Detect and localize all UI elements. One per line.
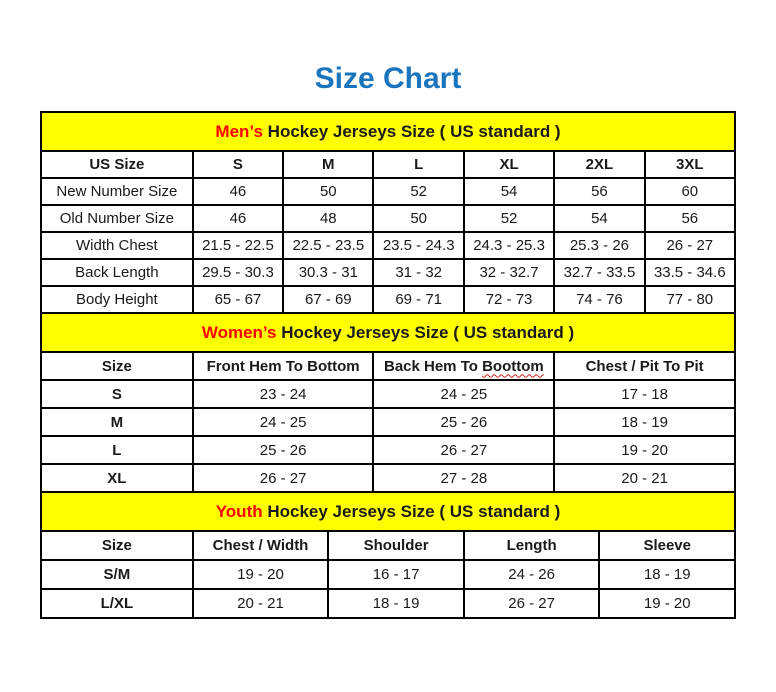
size-value: 26 - 27 [645,232,735,259]
column-header: Length [464,531,600,560]
column-header: Shoulder [328,531,464,560]
size-value: 52 [464,205,554,232]
size-value: 46 [193,178,283,205]
column-header: Chest / Width [193,531,329,560]
size-value: 20 - 21 [554,464,735,492]
size-value: 25.3 - 26 [554,232,644,259]
row-label: Old Number Size [41,205,193,232]
womens-banner-text: Hockey Jerseys Size ( US standard ) [276,322,575,342]
size-value: 56 [554,178,644,205]
size-value: 52 [373,178,463,205]
misspelled-word: Boottom [482,357,544,375]
size-value: 24.3 - 25.3 [464,232,554,259]
size-value: 19 - 20 [554,436,735,464]
row-label: S [41,380,193,408]
table-row [41,232,735,259]
size-value: 25 - 26 [193,436,374,464]
youth-banner-text: Hockey Jerseys Size ( US standard ) [262,501,561,521]
size-value: 32.7 - 33.5 [554,259,644,286]
womens-size-table [40,351,736,493]
row-label: Width Chest [41,232,193,259]
row-label: L/XL [41,589,193,618]
size-value: 26 - 27 [193,464,374,492]
size-value: 65 - 67 [193,286,283,313]
size-value: 29.5 - 30.3 [193,259,283,286]
row-label: S/M [41,560,193,589]
column-header: Front Hem To Bottom [193,352,374,380]
size-value: 77 - 80 [645,286,735,313]
column-header: S [193,151,283,178]
youth-size-table [40,530,736,619]
size-value: 16 - 17 [328,560,464,589]
size-value: 18 - 19 [328,589,464,618]
size-value: 50 [283,178,373,205]
table-row [41,436,735,464]
column-header: 3XL [645,151,735,178]
size-value: 19 - 20 [599,589,735,618]
size-value: 26 - 27 [373,436,554,464]
size-value: 24 - 26 [464,560,600,589]
size-value: 33.5 - 34.6 [645,259,735,286]
size-value: 31 - 32 [373,259,463,286]
mens-header-row [41,151,735,178]
size-value: 46 [193,205,283,232]
size-value: 32 - 32.7 [464,259,554,286]
column-header: Size [41,531,193,560]
section-youth [40,491,736,619]
column-header: Back Hem To Boottom [373,352,554,380]
row-label: New Number Size [41,178,193,205]
table-row [41,408,735,436]
table-row [41,286,735,313]
column-header: L [373,151,463,178]
size-value: 24 - 25 [373,380,554,408]
row-label: L [41,436,193,464]
mens-size-table [40,150,736,314]
youth-banner-highlight: Youth [215,501,263,521]
column-header: M [283,151,373,178]
table-row [41,178,735,205]
column-header: Sleeve [599,531,735,560]
youth-section-banner [40,491,736,532]
table-row [41,464,735,492]
size-value: 48 [283,205,373,232]
section-womens [40,312,736,493]
size-value: 56 [645,205,735,232]
row-label: Body Height [41,286,193,313]
column-header: Chest / Pit To Pit [554,352,735,380]
size-value: 54 [554,205,644,232]
size-value: 54 [464,178,554,205]
size-value: 25 - 26 [373,408,554,436]
womens-section-banner [40,312,736,353]
size-value: 22.5 - 23.5 [283,232,373,259]
row-label: M [41,408,193,436]
size-value: 26 - 27 [464,589,600,618]
table-row [41,205,735,232]
size-value: 50 [373,205,463,232]
column-header: XL [464,151,554,178]
size-value: 18 - 19 [599,560,735,589]
size-value: 60 [645,178,735,205]
row-label: Back Length [41,259,193,286]
table-row [41,380,735,408]
size-value: 30.3 - 31 [283,259,373,286]
size-value: 27 - 28 [373,464,554,492]
youth-header-row [41,531,735,560]
page-title: Size Chart [314,62,462,95]
size-value: 17 - 18 [554,380,735,408]
size-value: 23 - 24 [193,380,374,408]
table-row [41,560,735,589]
column-header: Size [41,352,193,380]
size-value: 20 - 21 [193,589,329,618]
mens-section-banner [40,111,736,152]
row-label: XL [41,464,193,492]
column-header: US Size [41,151,193,178]
section-mens [40,111,736,314]
size-value: 23.5 - 24.3 [373,232,463,259]
size-value: 24 - 25 [193,408,374,436]
table-row [41,259,735,286]
size-value: 74 - 76 [554,286,644,313]
size-value: 69 - 71 [373,286,463,313]
column-header: 2XL [554,151,644,178]
table-row [41,589,735,618]
size-value: 19 - 20 [193,560,329,589]
size-value: 72 - 73 [464,286,554,313]
size-value: 21.5 - 22.5 [193,232,283,259]
size-chart [40,111,736,619]
size-value: 18 - 19 [554,408,735,436]
mens-banner-text: Hockey Jerseys Size ( US standard ) [262,121,561,141]
size-value: 67 - 69 [283,286,373,313]
womens-header-row [41,352,735,380]
mens-banner-highlight: Men’s [215,121,263,141]
womens-banner-highlight: Women’s [201,322,277,342]
